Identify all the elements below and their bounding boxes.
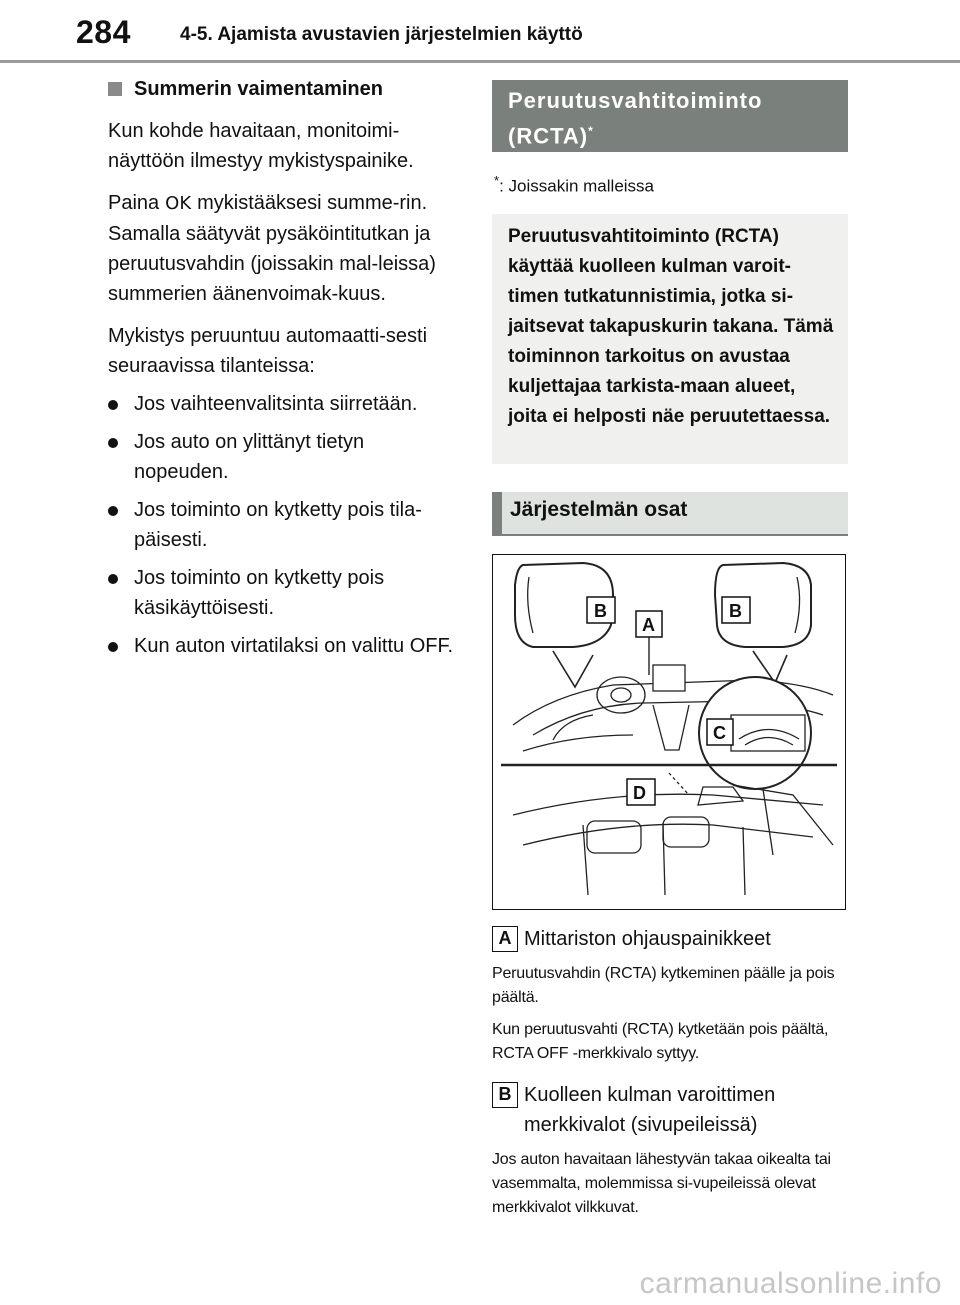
- item-description: Jos auton havaitaan lähestyvän takaa oikealta tai vasemmalta, molemmissa si-vupeileissä olevat merkkivalot vilkkuvat.: [492, 1150, 831, 1216]
- bullet-dot-icon: [108, 563, 134, 623]
- title-line: Peruutusvahtitoiminto: [508, 88, 763, 113]
- right-column: [492, 80, 848, 1220]
- bullet-dot-icon: [108, 631, 134, 661]
- item-a: [492, 924, 848, 954]
- header-divider: [0, 60, 960, 63]
- bullet-dot-icon: [108, 427, 134, 487]
- left-column: [108, 70, 458, 661]
- section-heading: [108, 74, 458, 104]
- bullet-dot-icon: [108, 495, 134, 555]
- bullet-list: [108, 389, 458, 661]
- footnote: *: Joissakin malleissa: [494, 173, 655, 196]
- watermark: carmanualsonline.info: [639, 1267, 942, 1300]
- illustration-label-b: B: [729, 600, 742, 621]
- car-interior-drawing: [493, 555, 845, 909]
- list-item: Jos vaihteenvalitsinta siirretään.: [108, 389, 458, 419]
- item-b: [492, 1080, 848, 1140]
- paragraph-suffix: mykistääksesi summe-rin.: [197, 192, 428, 214]
- item-label-b: B: [492, 1082, 518, 1108]
- item-title: Kuolleen kulman varoittimen merkkivalot (sivupeileissä): [524, 1083, 776, 1136]
- title-line: (RCTA)*: [508, 123, 594, 149]
- square-bullet-icon: [108, 82, 122, 96]
- item-description: Kun peruutusvahti (RCTA) kytketään pois päältä, RCTA OFF -merkkivalo syttyy.: [492, 1020, 829, 1062]
- paragraph: Kun kohde havaitaan, monitoimi-näyttöön ilmestyy mykistyspainike.: [108, 120, 414, 172]
- system-illustration: [492, 554, 846, 910]
- illustration-label-c: C: [713, 722, 726, 743]
- list-item: Kun auton virtatilaksi on valittu OFF.: [108, 631, 458, 661]
- section-title-box: [492, 80, 848, 152]
- ok-button-glyph: OK: [165, 193, 192, 214]
- subheading: Järjestelmän osat: [492, 492, 848, 536]
- illustration-label-b: B: [594, 600, 607, 621]
- illustration-label-a: A: [642, 614, 655, 635]
- section-title: Summerin vaimentaminen: [134, 78, 383, 100]
- chapter-title: 4-5. Ajamista avustavien järjestelmien käyttö: [180, 24, 583, 45]
- paragraph-prefix: Paina: [108, 192, 160, 214]
- item-label-a: A: [492, 926, 518, 952]
- list-item: Jos auto on ylittänyt tietyn nopeuden.: [108, 427, 458, 487]
- paragraph-ok: [108, 188, 458, 219]
- illustration-label-d: D: [633, 782, 646, 803]
- page-number: 284: [76, 14, 131, 50]
- intro-box: Peruutusvahtitoiminto (RCTA) käyttää kuolleen kulman varoit-timen tutkatunnistimia, jotka si-jaitsevat takapuskurin takana. Tämä toiminnon tarkoitus on avustaa kuljettajaa tarkista-maan alueet, joita ei helposti näe peruutettaessa.: [492, 214, 848, 464]
- paragraph: Mykistys peruuntuu automaatti-sesti seuraavissa tilanteissa:: [108, 325, 428, 377]
- paragraph: Samalla säätyvät pysäköintitutkan ja peruutusvahdin (joissakin mal-leissa) summerien äänenvoimak-kuus.: [108, 223, 436, 305]
- bullet-dot-icon: [108, 389, 134, 419]
- page-header: [0, 0, 960, 64]
- list-item: Jos toiminto on kytketty pois tila-päisesti.: [108, 495, 458, 555]
- list-item: Jos toiminto on kytketty pois käsikäyttöisesti.: [108, 563, 458, 623]
- item-title: Mittariston ohjauspainikkeet: [524, 927, 771, 950]
- item-description: Peruutusvahdin (RCTA) kytkeminen päälle ja pois päältä.: [492, 964, 835, 1006]
